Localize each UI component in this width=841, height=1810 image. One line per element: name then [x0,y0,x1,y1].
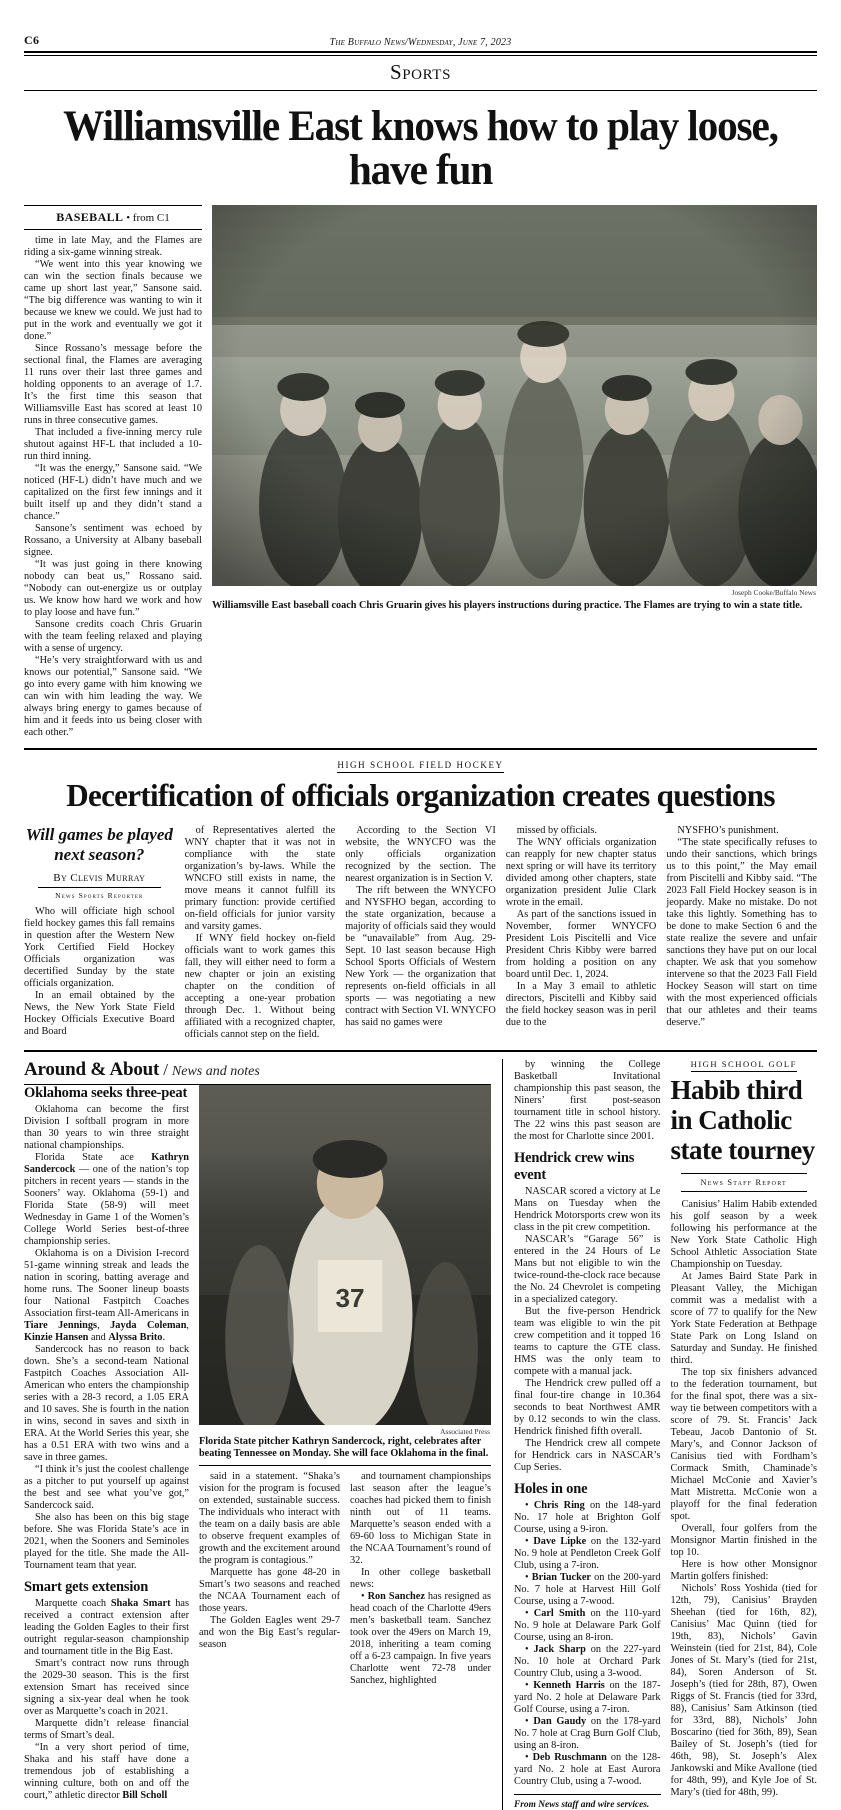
paragraph: • Dan Gaudy on the 178-yard No. 7 hole at Crag Burn Golf Club, using an 8-iron. [514,1716,661,1752]
around-about-top-grid [24,1085,491,1802]
paragraph: Here is how other Monsignor Martin golfers finished: [670,1559,817,1583]
paragraph: Overall, four golfers from the Monsignor Martin finished in the top 10. [670,1523,817,1559]
golf-category-label: HIGH SCHOOL GOLF [691,1059,797,1072]
paragraph: • Ron Sanchez has resigned as head coach of the Charlotte 49ers men’s basketball team. Sanchez took over the 49ers on March 19, 2018, inheriting a team coming off a 6-23 campaign. In five years Charlotte went 72-78 under Sanchez, highlighted [350,1591,491,1687]
photo-graphic [212,205,817,586]
paragraph: At James Baird State Park in Pleasant Valley, the Michigan commit was a medalist with a score of 77 to qualify for the New York State Federation at Bethpage State Park on Long Island on Saturday and Sunday. He finished third. [670,1271,817,1367]
paragraph: Marquette coach Shaka Smart has received a contract extension after leading the Golden Eagles to their first outright regular-season championship and tournament title in the Big East. [24,1598,189,1658]
kicker-jump: • from C1 [126,212,170,225]
paragraph: “We went into this year knowing we can win the section finals because we came up short last year,” Sansone said. “The big difference was wanting to win it because we knew we could. We just had to put in the work and eventually we got it done.” [24,259,202,343]
baseball-team-huddle-photo [212,205,817,586]
around-about-subtitle: News and notes [171,1064,260,1080]
around-about-endnote: From News staff and wire services. [514,1794,661,1810]
holes-in-one-list [514,1500,661,1788]
paragraph: NYSFHO’s punishment. [677,825,779,837]
paragraph: Sansone credits coach Chris Gruarin with the team feeling relaxed and playing with a sense of urgency. [24,619,202,655]
paragraph: Sandercock has no reason to back down. She’s a second-team National Fastpitch Coaches Association All-American who enters the championship series with a 28-3 record, a 1.05 ERA and 10 saves. She is fourth in the nation in wins, second in saves and sixth in ERA. At the World Series this year, she has a 0.51 ERA with two wins and a save in three games. [24,1344,189,1464]
around-about-header [24,1059,491,1085]
masthead-rule-thick [24,51,817,53]
paragraph: Marquette has gone 48-20 in Smart’s two seasons and reached the NCAA Tournament each of those years. [199,1567,340,1615]
field-hockey-column-4 [506,825,657,1041]
section-title: Sports [389,59,452,84]
paragraph: of Representatives alerted the WNY chapter that it was not in compliance with the state organization’s by-laws. While the WNCFO still exists in name, the move means it cannot fulfill its primary function: provide certified on-field officials for junior varsity and varsity games. [184,825,336,933]
paragraph: • Brian Tucker on the 200-yard No. 7 hole at Harvest Hill Golf Course, using a 7-wood. [514,1572,661,1608]
paragraph: • Chris Ring on the 148-yard No. 17 hole at Brighton Golf Course, using a 9-iron. [514,1500,661,1536]
paragraph: • Kenneth Harris on the 187-yard No. 2 hole at Delaware Park Golf Course, using a 7-iron. [514,1680,661,1716]
field-hockey-columns [24,825,817,1041]
field-hockey-column-3 [345,825,496,1041]
golf-column [671,1059,818,1810]
field-hockey-byline-title: News Sports Reporter [55,891,144,901]
ap-photo-graphic [199,1085,491,1425]
masthead [24,26,817,48]
paragraph: The rift between the WNYCFO and NYSFHO began, according to the state organization, because a majority of officials said they would be “unavailable” from Aug. 29-Sept. 10 last season because High School Sports Officials of Western New York — the organization that represents on-field officials in all sports — was negotiating a new contract with Section VI. WNYCFO has said no games were [345,885,496,1029]
fh-col3-text [345,825,496,1029]
paragraph: In a May 3 email to athletic directors, Piscitelli and Kibby said the field hockey season was in peril due to the [505,981,657,1029]
paragraph: In an email obtained by the News, the New York State Field Hockey Officials Executive Board and Board [24,990,175,1038]
field-hockey-category [24,760,817,770]
lead-story [24,205,817,739]
paragraph: “I think it’s just the coolest challenge as a pitcher to put yourself up against the best and see what you’ve got,” Sandercock said. [24,1464,189,1512]
lead-photo-block [212,205,817,739]
aa-item2-text [24,1598,189,1802]
paragraph: Oklahoma can become the first Division I softball program in more than 30 years to win three straight national championships. [24,1104,189,1152]
aa-item2-continuation-3 [350,1471,491,1687]
paragraph: Who will officiate high school field hockey games this fall remains in question after the Western New York Certified Field Hockey Officials organization was decertified Sunday by the state officials organization. [24,906,175,990]
paragraph: Since Rossano’s message before the sectional final, the Flames are averaging 11 runs over their last three games and holding opponents to an average of 1.7. It’s the first time this season that Williamsville East has scored at least 10 runs in three consecutive games. [24,343,202,427]
field-hockey-headline: Decertification of officials organization creates questions [66,777,775,814]
paragraph: by winning the College Basketball Invitational championship this past season, the Niners’ first post-season tournament title in school history. The 22 wins this past season are the most for Charlotte since 2001. [514,1059,661,1143]
golf-text [671,1199,818,1799]
paragraph: She also has been on this big stage before. She was Florida State’s ace in 2021, when the Sooners and Seminoles played for the title. She made the All-Tournament team that year. [24,1512,189,1572]
field-hockey-column-1 [24,825,175,1041]
golf-category [671,1059,818,1069]
fh-col1-text [24,906,175,1038]
paragraph: Marquette didn’t release financial terms of Smart’s deal. [24,1718,189,1742]
paragraph: Sansone’s sentiment was echoed by Rossano, a University at Albany baseball signee. [24,523,202,559]
golf-byline: News Staff Report [681,1173,808,1192]
paragraph: As part of the sanctions issued in November, former WNYCFO President Lois Piscitelli and Vice President Chris Kibby were barred from holding a position on any board until Dec. 1, 2024. [505,909,657,981]
aa-photo-block [199,1085,491,1802]
aa-item1-heading: Oklahoma seeks three-peat [24,1085,188,1102]
lead-headline: Williamsville East knows how to play loose, have fun [63,102,778,194]
aa-item3-heading: Hendrick crew wins event [514,1150,635,1184]
paragraph: “It was just going in there knowing nobody can beat us,” Rossano said. “Nobody can out-energize us or outplay us. We know how hard we work and how to play loose and have fun.” [24,559,202,619]
section-rule [24,90,817,91]
paragraph: “He’s very straightforward with us and knows our potential,” Sansone said. “We go into every game with him knowing we can win with him leading the way. We always bring energy to games because of him and it feeds into us being closer with each other.” [24,655,202,739]
paragraph: “The state specifically refuses to undo their sanctions, which brings us to this point,” the May email from Piscitelli and Kibby said. “The 2023 Fall Field Hockey season is in jeopardy. Make no mistake. Do not take this lightly. Something has to be done to make Section 6 and the state realize the severe and unfair sanctions they have put on our local chapter. We ask that you somehow intervene so that the 2023 Fall Field Hockey Season will start on time with the most experienced officials that our athletes and their teams deserve.” [666,837,817,1029]
story-kicker [24,205,202,230]
field-hockey-deck: Will games be played next season? [25,825,173,865]
paragraph: That included a five-inning mercy rule shutout against HF-L that included a 10-run third inning. [24,427,202,463]
fh-col2-text [185,825,336,1041]
paragraph: The top six finishers advanced to the federation tournament, but for the final spot, there was a six-way tie between competitors with a score of 79. St. Francis’ Jack Tebeau, Jacob Dantonio of St. Mary’s, and Connor Jackson of Canisius tied with Fordham’s Cormack Smith, Chaminade’s Michael McConie and Xavier’s Matt Mistretta. McConie won a playoff for the final federation spot. [670,1367,817,1523]
paragraph: • Dave Lipke on the 132-yard No. 9 hole at Pendleton Creek Golf Club, using a 7-iron. [514,1536,661,1572]
kicker-label: BASEBALL [56,210,124,225]
paragraph: Smart’s contract now runs through the 2029-30 season. This is the first extension Smart has received since signing a six-year deal when he took over as Marquette’s coach in 2021. [24,1658,189,1718]
paragraph: Florida State ace Kathryn Sandercock — one of the nation’s top pitchers in recent years — stands in the Sooners’ way. Oklahoma (59-1) and Florida State (58-9) will meet Wednesday in Game 1 of the Women’s College World Series best-of-three championship series. [24,1152,189,1248]
aa-continuation-columns [199,1471,491,1687]
paragraph: said in a statement. “Shaka’s vision for the program is focused on extended, sustainable success. The individuals who interact with the team on a daily basis are able to observe frequent examples of growth and the excitement around the program is contagious.” [199,1471,340,1567]
aa-photo-caption: Florida State pitcher Kathryn Sandercock, right, celebrates after beating Tennessee on Monday. She will face Oklahoma in the final. [199,1436,491,1466]
aa-item2-heading: Smart gets extension [24,1579,149,1596]
aa-item4-heading: Holes in one [514,1481,588,1498]
lead-photo-credit: Joseph Cooke/Buffalo News [731,588,816,598]
aa-item1-text [24,1104,189,1572]
folio-page-number: C6 [24,33,40,47]
publication-line: The Buffalo News/Wednesday, June 7, 2023 [329,37,512,48]
paragraph: time in late May, and the Flames are riding a six-game winning streak. [24,235,202,259]
golf-headline: Habib third in Catholic state tourney [670,1075,815,1166]
aa-column-1 [24,1085,189,1802]
lower-right-section [514,1059,817,1810]
paragraph: NASCAR’s “Garage 56” is entered in the 24 Hours of Le Mans but not eligible to win the twice-round-the-clock race because the No. 24 Chevrolet is competing in a specialized category. [514,1234,661,1306]
field-hockey-category-label: HIGH SCHOOL FIELD HOCKEY [337,760,503,773]
field-hockey-column-2 [185,825,336,1041]
lower-right-columns [514,1059,817,1810]
field-hockey-separator-rule [24,1050,817,1052]
paragraph: Canisius’ Halim Habib extended his golf season by a week following his performance at the New York State Catholic High School Athletic Association State Championship on Tuesday. [670,1199,817,1271]
paragraph: If WNY field hockey on-field officials want to work games this fall, they will either need to form a new chapter or join an existing chapter on the condition of accepting a one-year probation through Dec. 1. Without being affiliated with a recognized chapter, officials cannot step on the field. [184,933,336,1041]
around-about-slash: / [163,1060,168,1080]
paragraph: • Deb Ruschmann on the 128-yard No. 2 hole at East Aurora Country Club, using a 7-wood. [514,1752,661,1788]
nascar-column [514,1059,661,1810]
paragraph: In other college basketball news: [350,1567,491,1591]
aa-item3-pre [514,1059,661,1143]
around-about-title: Around & About [24,1059,160,1081]
svg-text:37: 37 [335,1283,365,1314]
paragraph: But the five-person Hendrick team was eligible to win the pit crew competition and it topped 16 teams to capture the GTE class. HMS was the only team to compete with a manual jack. [514,1306,661,1378]
paragraph: “It was the energy,” Sansone said. “We noticed (HF-L) didn’t have much and we capitalized on the first few innings and it built itself up and they didn’t stand a chance.” [24,463,202,523]
softball-pitcher-photo [199,1085,491,1425]
aa-photo-credit: Associated Press [440,1427,490,1437]
paragraph: The Golden Eagles went 29-7 and won the Big East’s regular-season [199,1615,340,1651]
paragraph: and tournament championships last season after the league’s coaches had picked them to finish ninth out of 11 teams. Marquette’s season ended with a 69-60 loss to Michigan State in the NCAA Tournament’s round of 32. [350,1471,491,1567]
aa-item2-continuation [199,1471,340,1687]
fh-col5-text [666,825,817,1029]
paragraph: Nichols’ Ross Yoshida (tied for 12th, 79), Canisius’ Brayden Sheehan (tied for 16th, 82), Canisius’ Mac Quinn (tied for 19th, 83), Nichols’ Gavin Weinstein (tied for 21st, 84), Cole Jones of St. Mary’s (tied for 21st, 84), Soren Anderson of St. Joseph’s (tied for 28th, 87), Owen Riggs of St. Francis (tied for 33rd, 88), Canisius’ Sam Atkinson (tied for 33rd, 88), Nichols’ John Boscarino (tied for 36th, 89), Sean Bailey of St. Joseph’s (tied for 46th, 98), St. Joseph’s Alex Jankowski and Mike Avallone (tied for 48th, 99), and Kyle Joe of St. Mary’s (tied for 48th, 99). [670,1583,817,1799]
paragraph: According to the Section VI website, the WNYCFO was the only officials organization recognized by the section. The nearest organization is in Section V. [345,825,496,885]
paragraph: • Carl Smith on the 110-yard No. 9 hole at Delaware Park Golf Course, using an 8-iron. [514,1608,661,1644]
fh-col4-text [506,825,657,1029]
paragraph: missed by officials. [516,825,597,837]
lead-story-text-column [24,205,202,739]
field-hockey-column-5 [666,825,817,1041]
paragraph: “In a very short period of time, Shaka and his staff have done a tremendous job of establishing a winning culture, both on and off the court,” athletic director Bill Scholl [24,1742,189,1802]
around-about-section [24,1059,491,1810]
paragraph: The WNY officials organization can reapply for new chapter status next spring or will have its territory divided among other chapters, state organization president Julie Clark wrote in the email. [505,837,657,909]
paragraph: The Hendrick crew all compete for Hendrick cars in NASCAR’s Cup Series. [514,1438,661,1474]
lead-photo-caption: Williamsville East baseball coach Chris Gruarin gives his players instructions during practice. The Flames are trying to win a state title. [212,600,803,612]
aa-item3-text [514,1186,661,1474]
paragraph: • Jack Sharp on the 227-yard No. 10 hole at Orchard Park Country Club, using a 3-wood. [514,1644,661,1680]
paragraph: NASCAR scored a victory at Le Mans on Tuesday when the Hendrick Motorsports crew won its class in the pit crew competition. [514,1186,661,1234]
paragraph: The Hendrick crew pulled off a final four-tire change in 10.364 seconds to beat Northwest AMR by 0.12 seconds to win the class. Hendrick finished fifth overall. [514,1378,661,1438]
lower-vertical-rule [502,1059,503,1810]
paragraph: Oklahoma is on a Division I-record 51-game winning streak and leads the nation in scoring, batting average and home runs. The Sooner lineup boasts four National Fastpitch Coaches Association first-team All-Americans in Tiare Jennings, Jayda Coleman, Kinzie Hansen and Alyssa Brito. [24,1248,189,1344]
lead-paragraphs [24,235,202,739]
story-separator-rule [24,748,817,750]
lower-section [24,1059,817,1810]
field-hockey-byline: By Clevis Murray [38,872,161,888]
